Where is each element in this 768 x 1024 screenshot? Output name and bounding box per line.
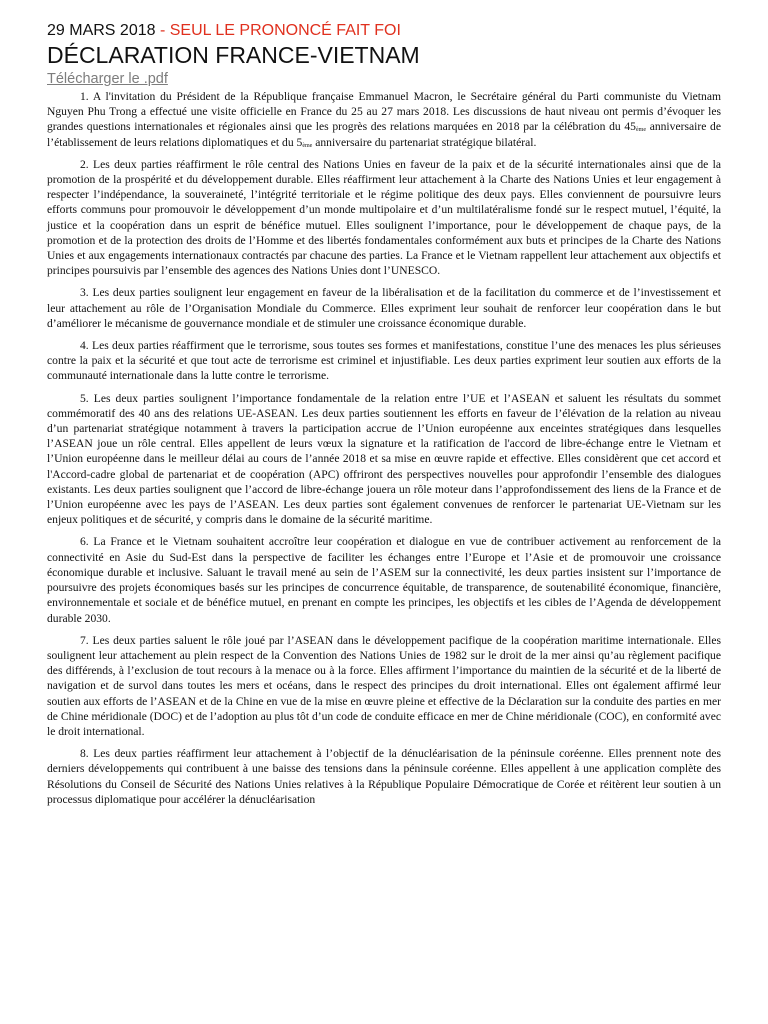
dateline-separator: - <box>155 22 170 39</box>
declaration-body <box>47 89 721 807</box>
tagline: SEUL LE PRONONCÉ FAIT FOI <box>169 22 401 39</box>
paragraph-6: 6. La France et le Vietnam souhaitent accroître leur coopération et dialogue en vue de contribuer activement au renforcement de la connectivité en Asie du Sud-Est dans la perspective de faciliter les échanges entre l’Europe et l’Asie et de promouvoir une croissance économique durable et inclusive. Saluant le travail mené au sein de l’ASEM sur la connectivité, les deux parties insistent sur l’importance de poursuivre des projets économiques basés sur les principes de concurrence équitable, de transparence, de soutenabilité économique, financière, environnementale et sociale et de bénéfice mutuel, en prenant en compte les principes, les objectifs et les cibles de l’Agenda de développement durable 2030. <box>47 535 721 625</box>
paragraph-2: 2. Les deux parties réaffirment le rôle central des Nations Unies en faveur de la paix et de la sécurité internationales ainsi que de la promotion de la prospérité et du développement durable. Elles réaffirment leur attachement à la Charte des Nations Unies et leur engagement à respecter l’indépendance, la souveraineté, l’intégrité territoriale et le régime politique des deux pays. Elles conviennent de poursuivre leurs efforts communs pour promouvoir le développement d’un monde multipolaire et d’un multilatéralisme fondé sur le respect mutuel, l’équité, la justice et la coopération dans un esprit de bénéfice mutuel. Elles soulignent l’importance, pour le développement de chaque pays, de la promotion et de la protection des droits de l’Homme et des libertés fondamentales conformément aux buts et principes de la Charte des Nations Unies et aux engagements internationaux contractés par chacune des parties. La France et le Vietnam rappellent leur attachement aux objectifs et principes poursuivis par l’ensemble des agences des Nations Unies dont l’UNESCO. <box>47 157 721 278</box>
dateline <box>47 20 721 42</box>
page-title: DÉCLARATION FRANCE-VIETNAM <box>47 42 420 68</box>
paragraph-1: 1. A l'invitation du Président de la République française Emmanuel Macron, le Secrétaire général du Parti communiste du Vietnam Nguyen Phu Trong a effectué une visite officielle en France du 25 au 27 mars 2018. Les discussions de haut niveau ont permis d’évoquer les grandes questions internationales et régionales ainsi que les progrès des relations marquées en 2018 par la célébration du $45_{ème}$ anniversaire de l’établissement de leurs relations diplomatiques et du $5_{ème}$ anniversaire du partenariat stratégique bilatéral. <box>47 90 721 149</box>
publication-date: 29 MARS 2018 <box>47 22 156 39</box>
download-pdf-link[interactable]: Télécharger le .pdf <box>47 71 168 87</box>
paragraph-3: 3. Les deux parties soulignent leur engagement en faveur de la libéralisation et de la facilitation du commerce et de l’investissement et leur attachement au rôle de l’Organisation Mondiale du Commerce. Elles expriment leur souhait de renforcer leur coopération dans le but d’améliorer le mécanisme de gouvernance mondiale et de stimuler une croissance économique durable. <box>47 286 721 330</box>
paragraph-4: 4. Les deux parties réaffirment que le terrorisme, sous toutes ses formes et manifestations, constitue l’une des menaces les plus sérieuses contre la paix et la sécurité et que tout acte de terrorisme est criminel et injustifiable. Les deux parties expriment leur soutien aux efforts de la communauté internationale dans la lutte contre le terrorisme. <box>47 339 721 383</box>
paragraph-8: 8. Les deux parties réaffirment leur attachement à l’objectif de la dénucléarisation de la péninsule coréenne. Elles prennent note des derniers développements qui contribuent à une baisse des tensions dans la péninsule coréenne. Elles appellent à une application complète des Résolutions du Conseil de Sécurité des Nations Unies relatives à la République Populaire Démocratique de Corée et réitèrent leur soutien à un processus diplomatique pour accélérer la dénucléarisation <box>47 747 721 806</box>
article <box>47 20 721 814</box>
paragraph-7: 7. Les deux parties saluent le rôle joué par l’ASEAN dans le développement pacifique de la coopération maritime internationale. Elles soulignent leur attachement au plein respect de la Convention des Nations Unies de 1982 sur le droit de la mer ainsi qu’au règlement pacifique des différends, à l’exclusion de tout recours à la menace ou à la force. Elles affirment l’importance du maintien de la sécurité et de la liberté de navigation et de survol dans toutes les mers et océans, dans le respect des principes du droit international. Elles ont également affirmé leur soutien aux efforts de l’ASEAN et de la Chine en vue de la mise en œuvre pleine et effective de la Déclaration sur la conduite des parties en mer de Chine méridionale (DOC) et de l’adoption au plus tôt d’un code de conduite efficace en mer de Chine méridionale (COC), en conformité avec le droit international. <box>47 633 721 738</box>
paragraph-5: 5. Les deux parties soulignent l’importance fondamentale de la relation entre l’UE et l’ASEAN et saluent les résultats du sommet commémoratif des 40 ans des relations UE-ASEAN. Les deux parties soutiennent les efforts en faveur de l’élévation de la relation au niveau d’un partenariat stratégique notamment à travers la participation accrue de l’Union européenne aux enceintes stratégiques dans lesquelles l’ASEAN joue un rôle central. Elles appellent de leurs vœux la signature et la ratification de l'accord de libre-échange entre le Vietnam et l’Union européenne dans le meilleur délai au cours de l’année 2018 et sa mise en œuvre rapide et effective. Elles considèrent que cet accord et l'Accord-cadre global de partenariat et de coopération (APC) offriront des perspectives nouvelles pour approfondir l’ensemble des dialogues existants. Les deux parties soulignent que l’accord de libre-échange jouera un rôle moteur dans l’approfondissement des liens de la France et de l’Union européenne avec les pays de l’ASEAN. Les deux parties sont également convenues de renforcer le partenariat UE-Vietnam sur les enjeux politiques et de sécurité, y compris dans le domaine de la sécurité maritime. <box>47 391 721 527</box>
